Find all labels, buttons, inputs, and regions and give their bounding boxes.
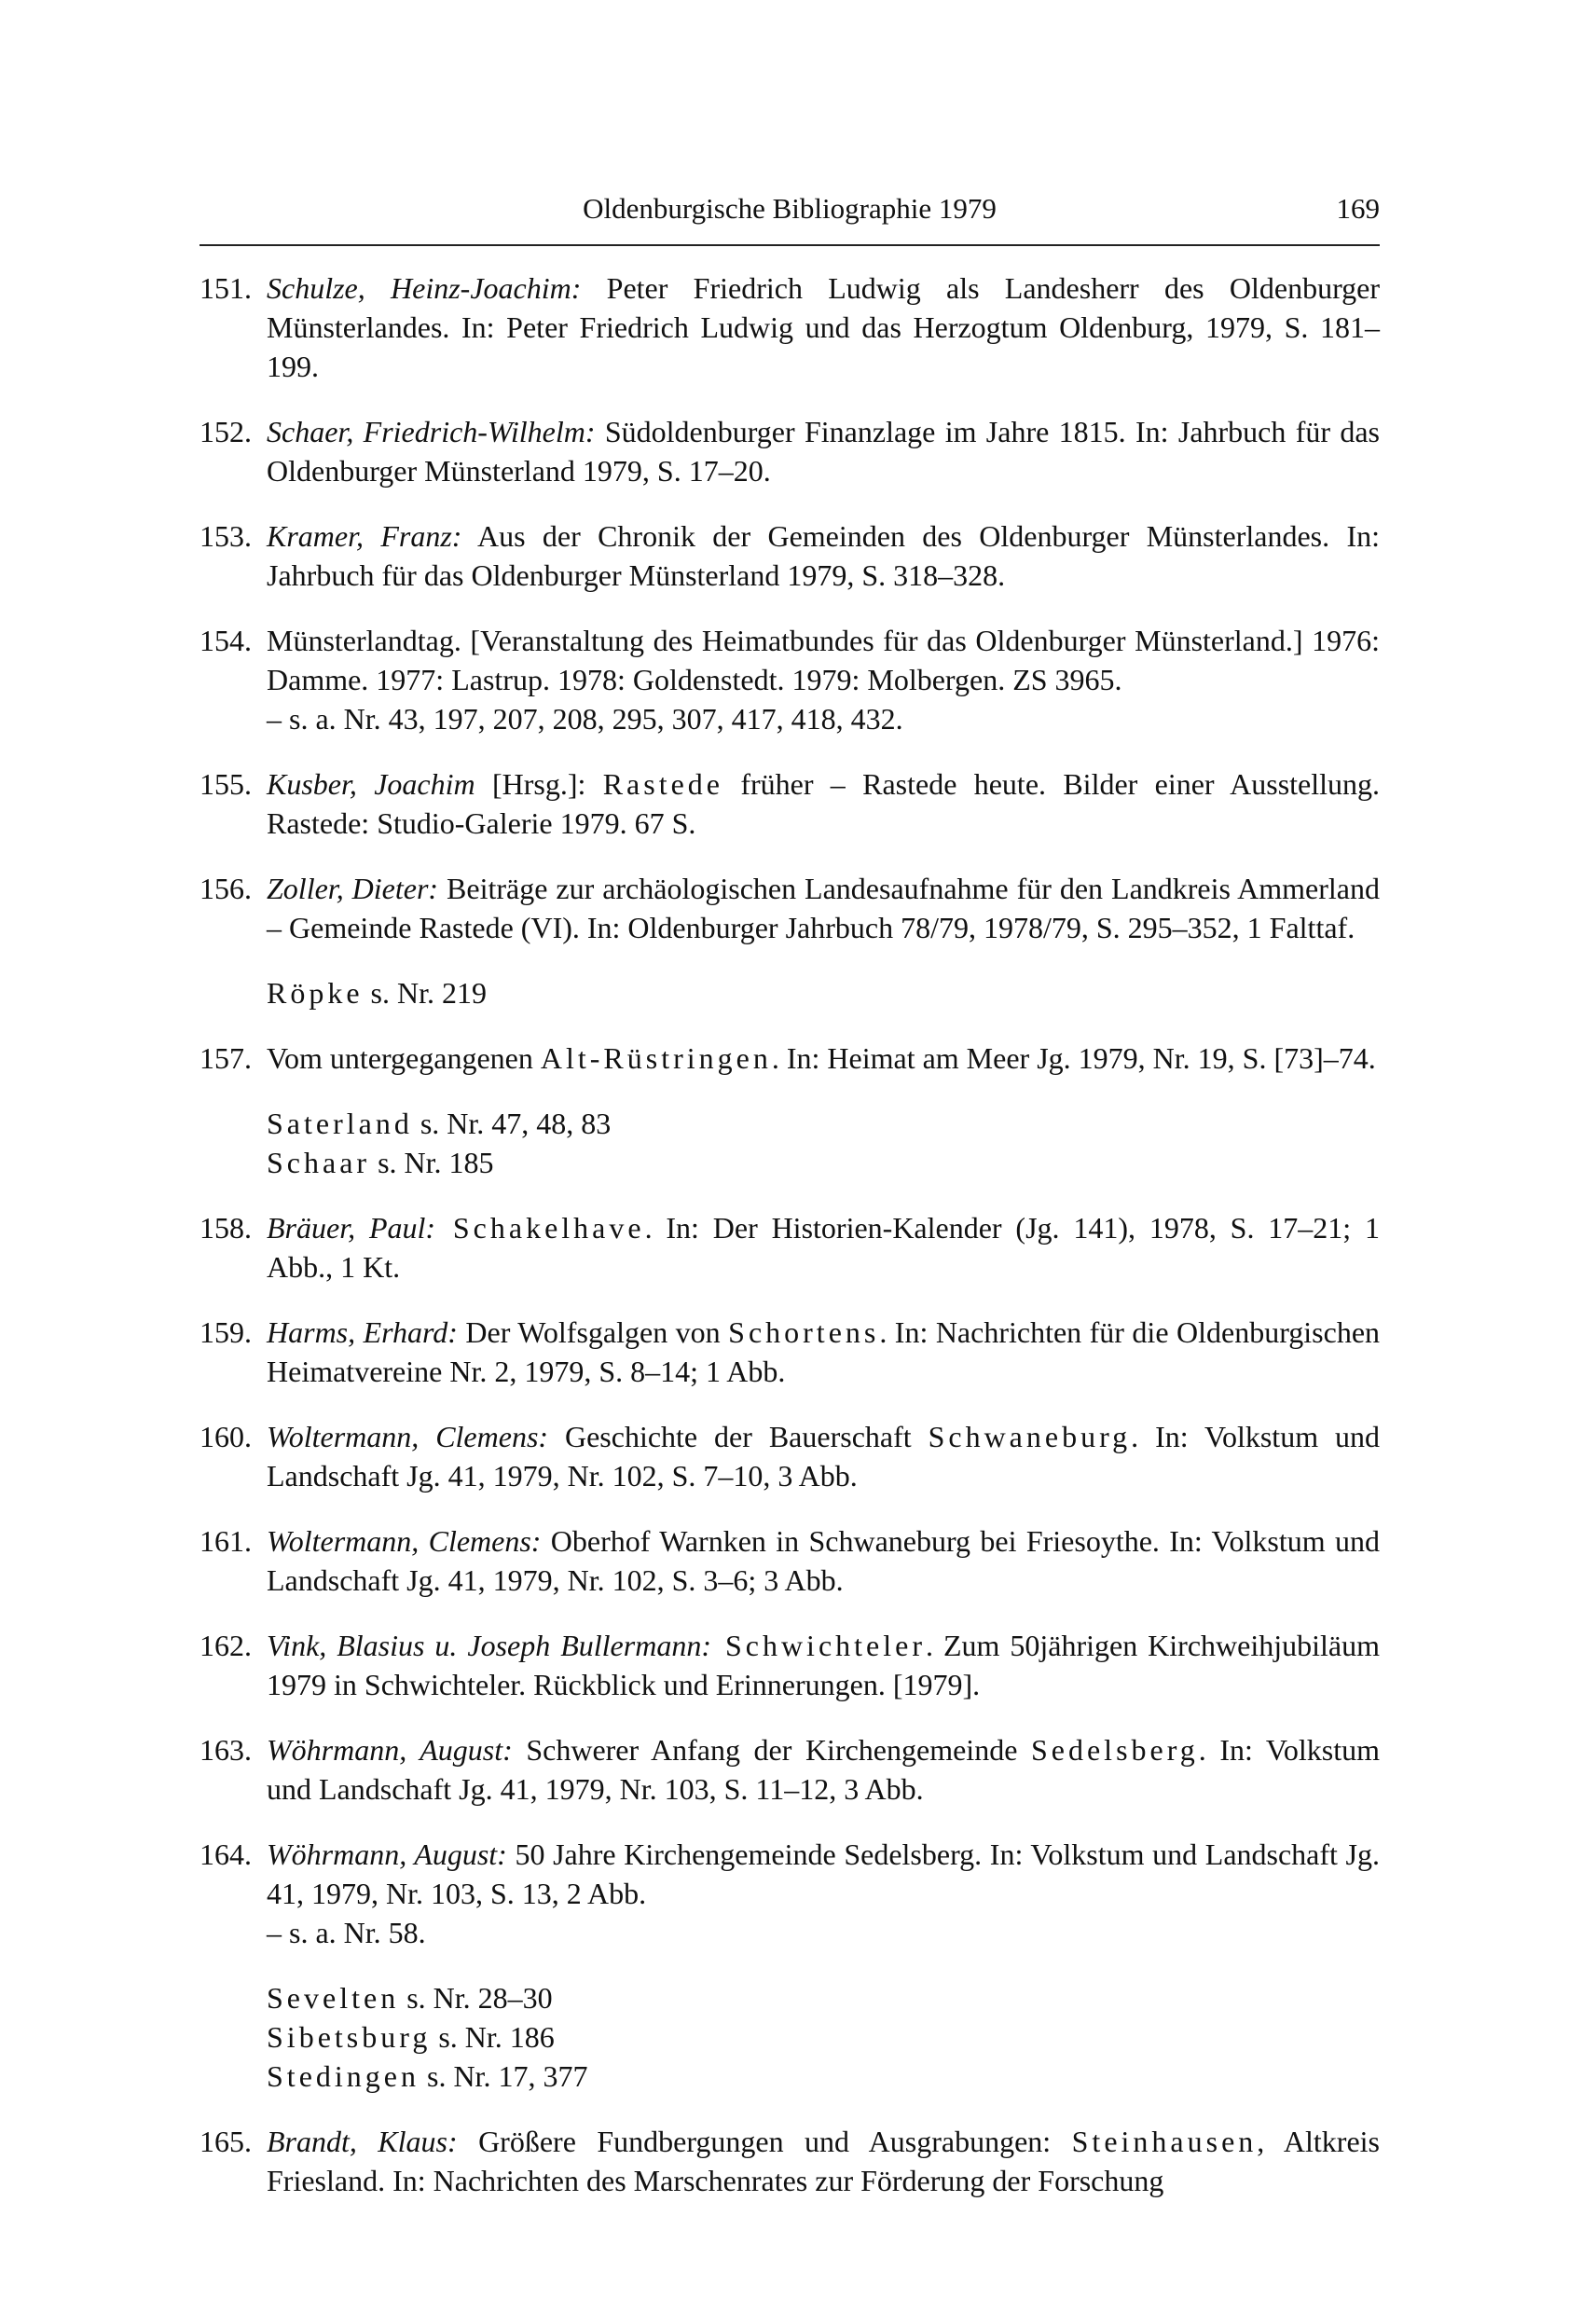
cross-reference-group <box>200 1104 1380 1182</box>
entry-number: 152. <box>200 415 252 448</box>
entry-156 <box>200 869 1380 947</box>
entry-text: Südoldenburger Finanzlage im Jahre 1815. In: Jahrbuch für das Oldenburger Münsterland 1979, S. 17–20. <box>267 415 1381 488</box>
entry-164 <box>200 1835 1380 1952</box>
entry-author: Harms, Erhard: <box>267 1315 458 1349</box>
page-number: 169 <box>1336 192 1380 225</box>
entry-text: [Hrsg.]: <box>475 767 603 801</box>
entry-text: . In: Heimat am Meer Jg. 1979, Nr. 19, S. [73]–74. <box>771 1041 1376 1075</box>
entry-number: 151. <box>200 271 252 305</box>
cross-reference-group <box>200 973 1380 1012</box>
entry-number: 162. <box>200 1629 252 1662</box>
entry-subject: Schakelhave <box>435 1211 645 1245</box>
xref-term: Sibetsburg <box>267 2020 432 2054</box>
entry-159 <box>200 1313 1380 1391</box>
xref-term: Saterland <box>267 1107 413 1140</box>
entry-author: Woltermann, Clemens: <box>267 1524 542 1558</box>
cross-reference <box>200 2057 1380 2096</box>
entry-number: 165. <box>200 2125 252 2158</box>
entry-text: Größere Fundbergungen und Ausgrabungen: <box>457 2125 1072 2158</box>
entry-text: . Zum 50jährigen Kirchweihjubiläum 1979 in Schwichteler. Rückblick und Erinnerungen. [1979]. <box>267 1629 1381 1701</box>
header-rule <box>200 244 1380 246</box>
entry-number: 155. <box>200 767 252 801</box>
entry-subject: Schwichteler <box>710 1629 926 1662</box>
entry-text: . In: Nachrichten für die Oldenburgischen Heimatvereine Nr. 2, 1979, S. 8–14; 1 Abb. <box>267 1315 1381 1388</box>
entry-author: Wöhrmann, August: <box>267 1837 507 1871</box>
xref-ref: s. Nr. 219 <box>363 976 487 1010</box>
entry-subject: Steinhausen <box>1071 2125 1258 2158</box>
entry-155 <box>200 764 1380 843</box>
entry-158 <box>200 1208 1380 1287</box>
entry-author: Wöhrmann, August: <box>267 1733 513 1767</box>
xref-term: Stedingen <box>267 2059 420 2093</box>
entry-author: Schaer, Friedrich-Wilhelm: <box>267 415 596 448</box>
entry-text: . In: Volkstum und Landschaft Jg. 41, 1979, Nr. 103, S. 11–12, 3 Abb. <box>267 1733 1381 1806</box>
entry-text: 50 Jahre Kirchengemeinde Sedelsberg. In: Volkstum und Landschaft Jg. 41, 1979, Nr. 103, S. 13, 2 Abb. <box>267 1837 1381 1910</box>
entry-161 <box>200 1521 1380 1600</box>
entry-165 <box>200 2122 1380 2200</box>
entry-text: Beiträge zur archäologischen Landesaufnahme für den Landkreis Ammerland – Gemeinde Rastede (VI). In: Oldenburger Jahrbuch 78/79, 1978/79, S. 295–352, 1 Falttaf. <box>267 872 1381 944</box>
entry-number: 157. <box>200 1041 252 1075</box>
entry-number: 158. <box>200 1211 252 1245</box>
entry-author: Vink, Blasius u. Joseph Bullermann: <box>267 1629 711 1662</box>
cross-reference <box>200 1978 1380 2017</box>
entry-author: Woltermann, Clemens: <box>267 1420 549 1453</box>
entry-text: Aus der Chronik der Gemeinden des Oldenburger Münsterlandes. In: Jahrbuch für das Oldenburger Münsterland 1979, S. 318–328. <box>267 519 1381 592</box>
xref-term: Röpke <box>267 976 364 1010</box>
entry-160 <box>200 1417 1380 1495</box>
entry-number: 163. <box>200 1733 252 1767</box>
entry-text: Schwerer Anfang der Kirchengemeinde <box>512 1733 1031 1767</box>
xref-ref: s. Nr. 47, 48, 83 <box>412 1107 612 1140</box>
xref-term: Sevelten <box>267 1981 400 2015</box>
running-title: Oldenburgische Bibliographie 1979 <box>583 192 997 225</box>
entry-text: Der Wolfsgalgen von <box>457 1315 729 1349</box>
entry-162 <box>200 1626 1380 1704</box>
entry-157 <box>200 1039 1380 1078</box>
xref-ref: s. Nr. 28–30 <box>399 1981 553 2015</box>
entry-text: Oberhof Warnken in Schwaneburg bei Friesoythe. In: Volkstum und Landschaft Jg. 41, 1979, Nr. 102, S. 3–6; 3 Abb. <box>267 1524 1381 1597</box>
entry-text: . In: Volkstum und Landschaft Jg. 41, 1979, Nr. 102, S. 7–10, 3 Abb. <box>267 1420 1380 1493</box>
entry-number: 153. <box>200 519 252 553</box>
xref-ref: s. Nr. 185 <box>370 1146 494 1179</box>
entry-number: 156. <box>200 872 252 905</box>
entry-subject: Schortens <box>728 1315 880 1349</box>
entry-author: Brandt, Klaus: <box>267 2125 458 2158</box>
entry-153 <box>200 516 1380 595</box>
entry-see-also: – s. a. Nr. 43, 197, 207, 208, 295, 307, 417, 418, 432. <box>267 702 903 736</box>
cross-reference-group <box>200 1978 1380 2096</box>
entry-author: Schulze, Heinz-Joachim: <box>267 271 582 305</box>
entry-154 <box>200 621 1380 738</box>
cross-reference <box>200 1104 1380 1143</box>
entry-151 <box>200 268 1380 386</box>
entry-163 <box>200 1730 1380 1809</box>
entry-number: 160. <box>200 1420 252 1453</box>
entry-text: Peter Friedrich Ludwig als Landesherr des Oldenburger Münsterlandes. In: Peter Friedrich Ludwig und das Herzogtum Oldenburg, 1979, S. 181–199. <box>267 271 1381 383</box>
entry-number: 161. <box>200 1524 252 1558</box>
entry-text: früher – Rastede heute. Bilder einer Ausstellung. Rastede: Studio-Galerie 1979. 67 S. <box>267 767 1381 840</box>
entry-subject: Sedelsberg <box>1030 1733 1199 1767</box>
cross-reference <box>200 1143 1380 1182</box>
entry-author: Kusber, Joachim <box>267 767 475 801</box>
entry-author: Bräuer, Paul: <box>267 1211 436 1245</box>
entry-number: 159. <box>200 1315 252 1349</box>
xref-ref: s. Nr. 186 <box>431 2020 555 2054</box>
entry-text: Vom untergegangenen <box>267 1041 541 1075</box>
entry-number: 164. <box>200 1837 252 1871</box>
entry-subject: Schwaneburg <box>928 1420 1132 1453</box>
entry-author: Kramer, Franz: <box>267 519 462 553</box>
entry-152 <box>200 412 1380 490</box>
entry-see-also: – s. a. Nr. 58. <box>267 1916 426 1949</box>
entry-number: 154. <box>200 624 252 657</box>
entry-text: , Altkreis Friesland. In: Nachrichten des Marschenrates zur Förderung der Forschung <box>267 2125 1381 2197</box>
bibliography-list <box>200 268 1380 2226</box>
xref-term: Schaar <box>267 1146 371 1179</box>
entry-text: Geschichte der Bauerschaft <box>548 1420 929 1453</box>
entry-text: Münsterlandtag. [Veranstaltung des Heimatbundes für das Oldenburger Münsterland.] 1976: Damme. 1977: Lastrup. 1978: Goldenstedt. 1979: Molbergen. ZS 3965. <box>267 624 1380 696</box>
cross-reference <box>200 973 1380 1012</box>
entry-author: Zoller, Dieter: <box>267 872 439 905</box>
entry-text: . In: Der Historien-Kalender (Jg. 141), 1978, S. 17–21; 1 Abb., 1 Kt. <box>267 1211 1380 1284</box>
page-header <box>200 186 1380 231</box>
xref-ref: s. Nr. 17, 377 <box>419 2059 588 2093</box>
entry-subject: Rastede <box>602 767 723 801</box>
entry-subject: Alt-Rüstringen <box>540 1041 772 1075</box>
cross-reference <box>200 2017 1380 2057</box>
